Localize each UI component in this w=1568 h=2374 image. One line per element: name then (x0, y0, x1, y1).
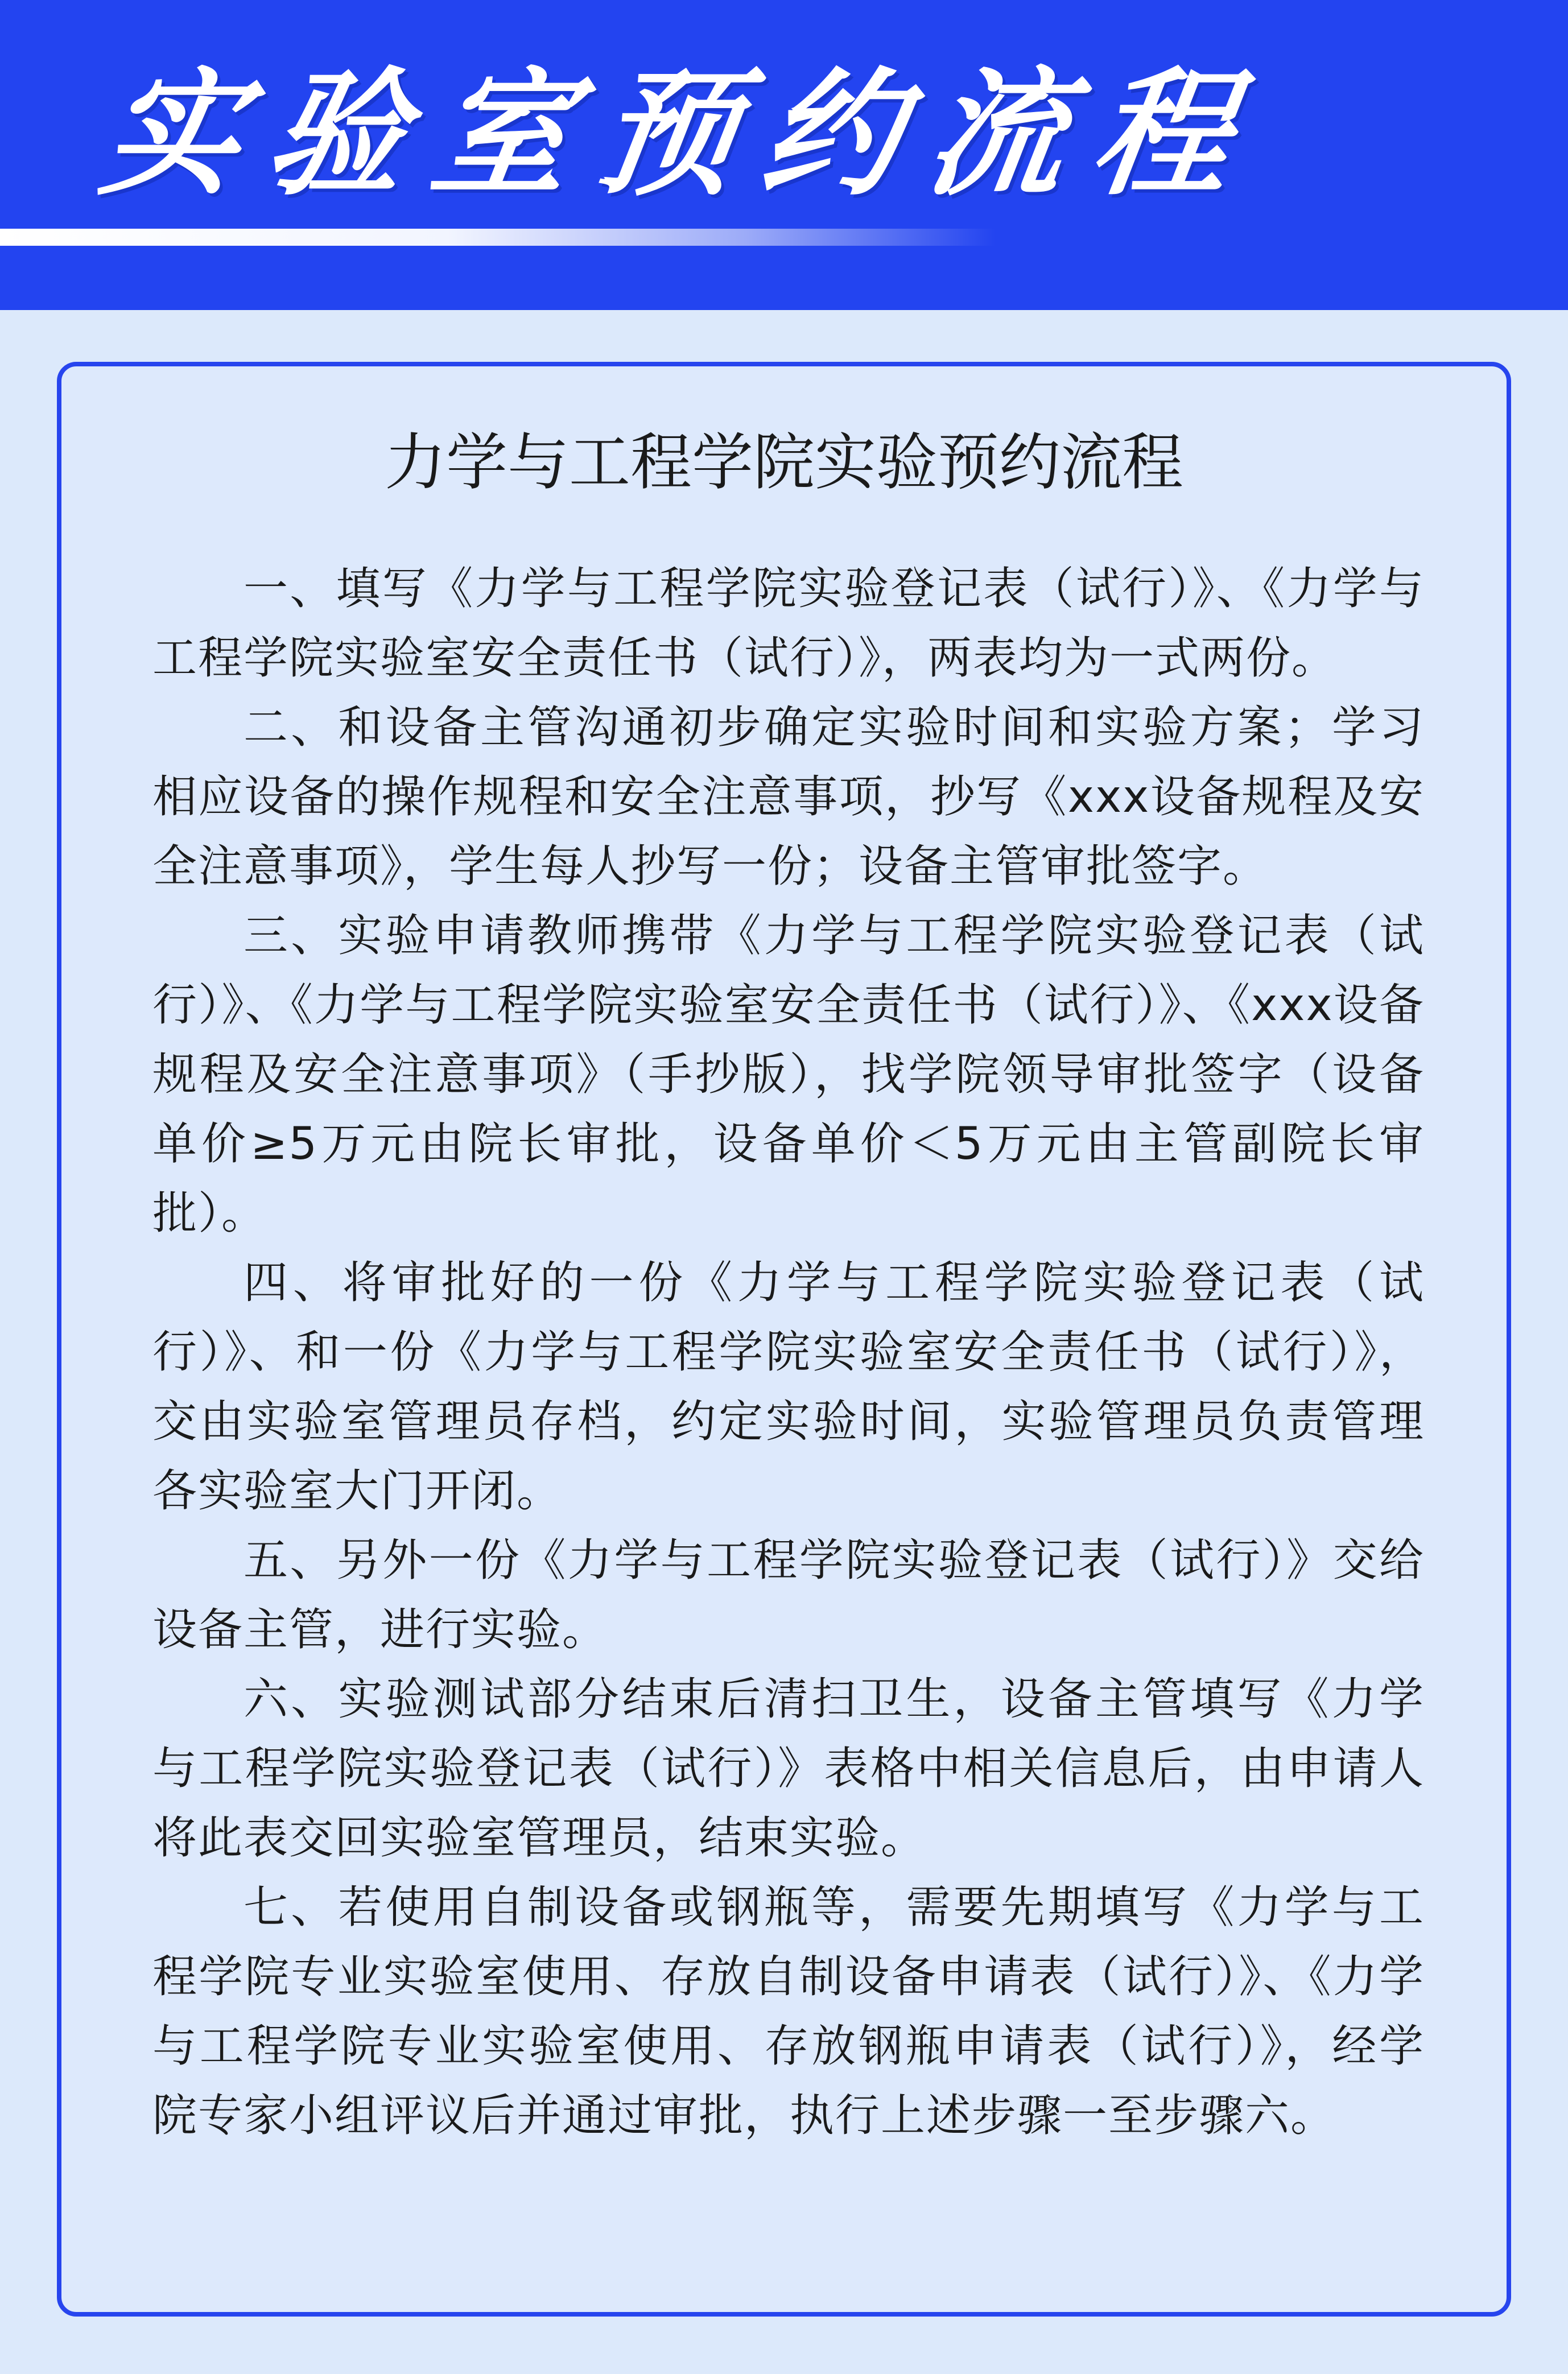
banner-title: 实验室预约流程 (93, 53, 1271, 214)
step-1: 一、填写《力学与工程学院实验登记表（试行）》、《力学与工程学院实验室安全责任书（试行）》，两表均为一式两份。 (152, 563, 1425, 684)
banner-stripe (0, 229, 996, 246)
header-banner (0, 0, 1568, 310)
step-4: 四、将审批好的一份《力学与工程学院实验登记表（试行）》、和一份《力学与工程学院实验室安全责任书（试行）》，交由实验室管理员存档，约定实验时间，实验管理员负责管理各实验室大门开闭。 (152, 1257, 1425, 1517)
step-3: 三、实验申请教师携带《力学与工程学院实验登记表（试行）》、《力学与工程学院实验室安全责任书（试行）》、《xxx设备规程及安全注意事项》（手抄版），找学院领导审批签字（设备单价≥5万元由院长审批，设备单价＜5万元由主管副院长审批）。 (152, 910, 1425, 1239)
steps-list (152, 554, 1425, 2150)
content-panel (57, 362, 1511, 2317)
panel-title: 力学与工程学院实验预约流程 (384, 427, 1183, 498)
step-5: 五、另外一份《力学与工程学院实验登记表（试行）》交给设备主管，进行实验。 (152, 1535, 1425, 1655)
step-2: 二、和设备主管沟通初步确定实验时间和实验方案；学习相应设备的操作规程和安全注意事项，抄写《xxx设备规程及安全注意事项》，学生每人抄写一份；设备主管审批签字。 (152, 702, 1425, 892)
step-7: 七、若使用自制设备或钢瓶等，需要先期填写《力学与工程学院专业实验室使用、存放自制设备申请表（试行）》、《力学与工程学院专业实验室使用、存放钢瓶申请表（试行）》，经学院专家小组评议后并通过审批，执行上述步骤一至步骤六。 (152, 1882, 1425, 2141)
step-6: 六、实验测试部分结束后清扫卫生，设备主管填写《力学与工程学院实验登记表（试行）》表格中相关信息后，由申请人将此表交回实验室管理员，结束实验。 (152, 1674, 1425, 1864)
